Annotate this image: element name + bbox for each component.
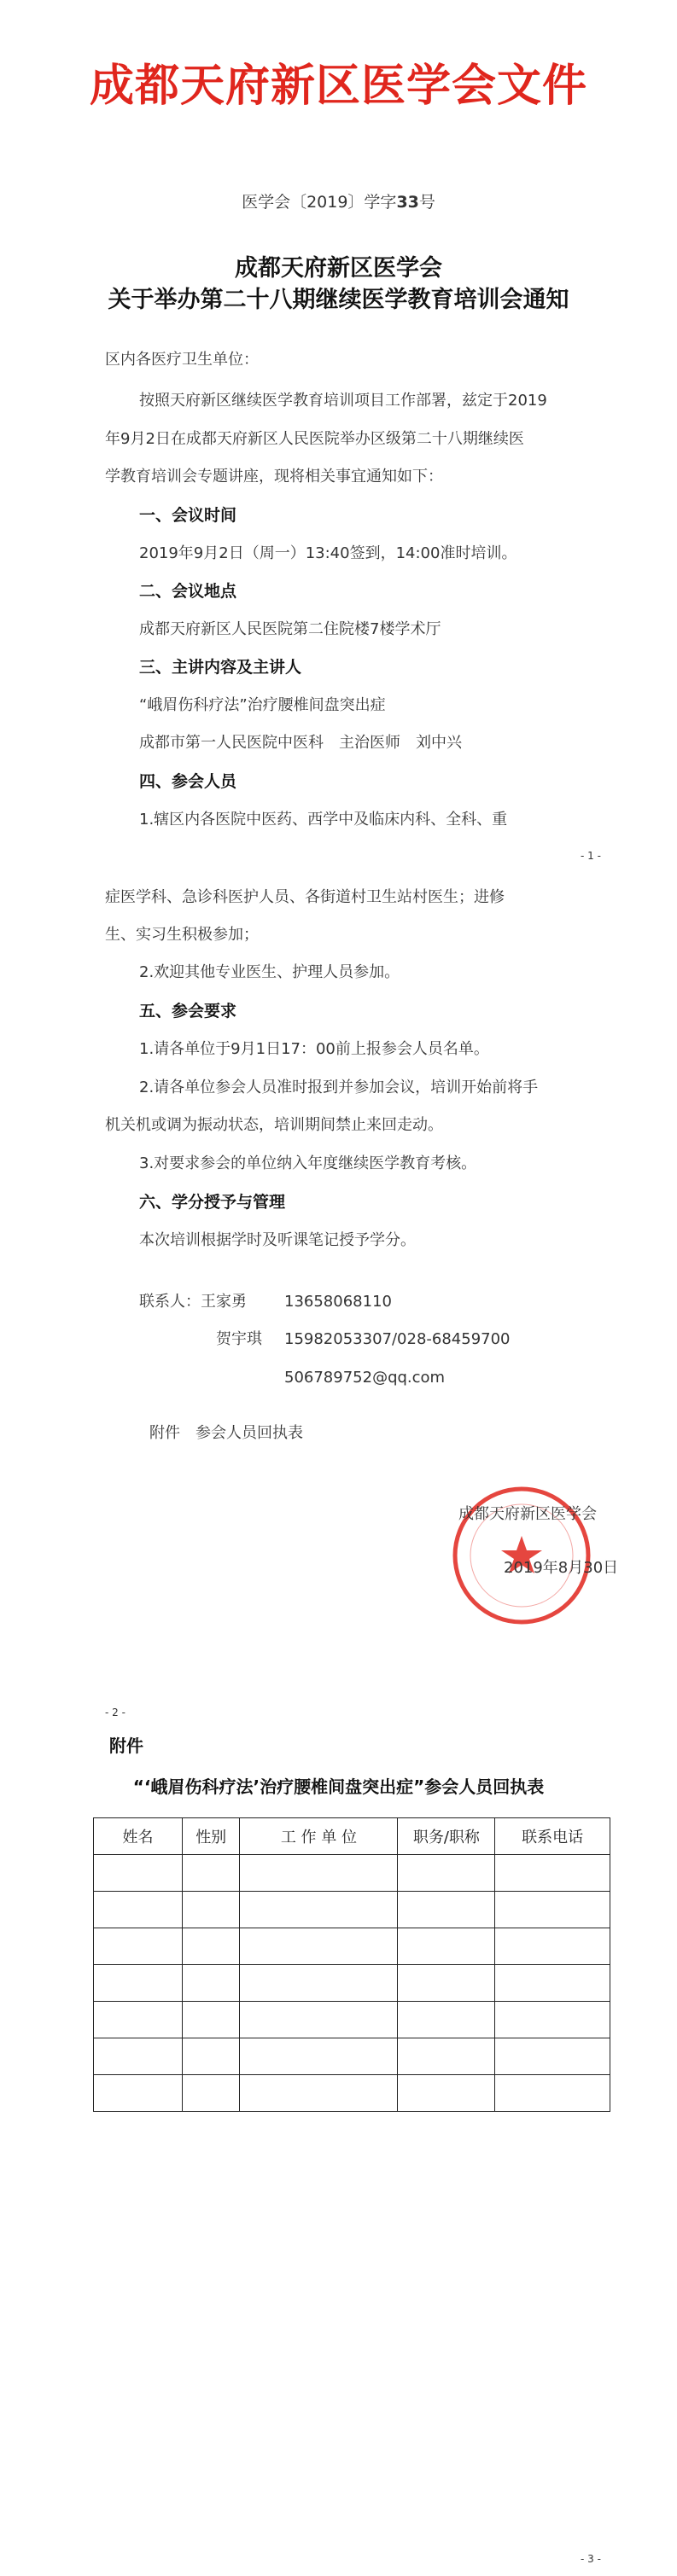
attachment-note: 附件 参会人员回执表 [149, 1424, 303, 1442]
attendees-item1-line1: 1.辖区内各医院中医药、西学中及临床内科、全科、重 [139, 811, 508, 829]
section-attendees-heading: 四、参会人员 [139, 772, 237, 791]
section-speaker-heading: 三、主讲内容及主讲人 [139, 658, 302, 677]
column-header-workplace: 工 作 单 位 [240, 1818, 398, 1855]
doc-number-prefix: 医学会〔2019〕学字 [242, 193, 397, 212]
contact-phone-2: 15982053307/028-68459700 [284, 1330, 511, 1348]
contact-phone-1: 13658068110 [284, 1293, 392, 1311]
page-number-2: - 2 - [105, 1707, 125, 1718]
table-cell[interactable] [495, 2002, 610, 2038]
contact-person-1: 王家勇 [201, 1293, 247, 1311]
requirements-item1: 1.请各单位于9月1日17：00前上报参会人员名单。 [139, 1040, 489, 1058]
table-row [94, 2002, 610, 2038]
table-row [94, 1928, 610, 1965]
table-cell[interactable] [240, 2038, 398, 2075]
table-cell[interactable] [398, 1928, 495, 1965]
signature-org: 成都天府新区医学会 [458, 1505, 597, 1523]
page-number-3: - 3 - [581, 2553, 601, 2565]
table-row [94, 2075, 610, 2112]
section-speaker-person: 成都市第一人民医院中医科 主治医师 刘中兴 [139, 734, 462, 752]
table-cell[interactable] [94, 1855, 183, 1892]
table-cell[interactable] [182, 2002, 239, 2038]
column-header-name: 姓名 [94, 1818, 183, 1855]
section-place-heading: 二、会议地点 [139, 582, 237, 601]
table-cell[interactable] [398, 1855, 495, 1892]
table-cell[interactable] [94, 2075, 183, 2112]
table-cell[interactable] [495, 1928, 610, 1965]
document-header-title: 成都天府新区医学会文件 [89, 60, 587, 112]
signature-date: 2019年8月30日 [504, 1559, 619, 1577]
requirements-item2-line2: 机关机或调为振动状态，培训期间禁止来回走动。 [105, 1116, 443, 1134]
table-cell[interactable] [240, 1928, 398, 1965]
section-place-text: 成都天府新区人民医院第二住院楼7楼学术厅 [139, 620, 441, 638]
notice-title-line2: 关于举办第二十八期继续医学教育培训会通知 [108, 287, 569, 313]
table-cell[interactable] [240, 1892, 398, 1928]
attachment-table-title: “‘峨眉伤科疗法’治疗腰椎间盘突出症”参会人员回执表 [132, 1776, 545, 1797]
table-cell[interactable] [182, 1892, 239, 1928]
contact-email[interactable]: 506789752@qq.com [284, 1369, 446, 1387]
intro-line-2: 年9月2日在成都天府新区人民医院举办区级第二十八期继续医 [105, 430, 524, 448]
table-cell[interactable] [94, 2002, 183, 2038]
table-cell[interactable] [398, 1892, 495, 1928]
table-cell[interactable] [398, 2002, 495, 2038]
intro-line-3: 学教育培训会专题讲座，现将相关事宜通知如下： [105, 468, 443, 486]
attachment-label: 附件 [109, 1736, 143, 1756]
document-number [0, 189, 677, 212]
contact-person-2: 贺宇琪 [216, 1330, 262, 1348]
table-cell[interactable] [94, 1928, 183, 1965]
table-cell[interactable] [94, 1892, 183, 1928]
table-cell[interactable] [495, 1965, 610, 2002]
table-row [94, 1855, 610, 1892]
section-time-heading: 一、会议时间 [139, 506, 237, 525]
section-time-text: 2019年9月2日（周一）13:40签到，14:00准时培训。 [139, 544, 517, 562]
table-cell[interactable] [495, 1855, 610, 1892]
table-cell[interactable] [182, 2075, 239, 2112]
section-speaker-topic: “峨眉伤科疗法”治疗腰椎间盘突出症 [139, 696, 386, 714]
table-cell[interactable] [495, 2038, 610, 2075]
section-credits-text: 本次培训根据学时及听课笔记授予学分。 [139, 1231, 416, 1249]
doc-number-suffix: 号 [418, 193, 435, 212]
table-cell[interactable] [240, 1855, 398, 1892]
table-cell[interactable] [495, 1892, 610, 1928]
attendees-item1-line2: 症医学科、急诊科医护人员、各街道村卫生站村医生；进修 [105, 888, 505, 906]
column-header-title: 职务/职称 [398, 1818, 495, 1855]
notice-title-line1: 成都天府新区医学会 [235, 255, 442, 282]
contact-label [139, 1292, 247, 1312]
table-cell[interactable] [398, 1965, 495, 2002]
table-cell[interactable] [240, 2002, 398, 2038]
attendee-roster-table [93, 1817, 610, 2112]
requirements-item3: 3.对要求参会的单位纳入年度继续医学教育考核。 [139, 1154, 477, 1172]
table-cell[interactable] [398, 2038, 495, 2075]
table-cell[interactable] [240, 2075, 398, 2112]
table-cell[interactable] [182, 2038, 239, 2075]
intro-line-1: 按照天府新区继续医学教育培训项目工作部署，兹定于2019 [139, 392, 547, 410]
table-row [94, 1965, 610, 2002]
table-cell[interactable] [182, 1928, 239, 1965]
table-cell[interactable] [94, 1965, 183, 2002]
table-row [94, 2038, 610, 2075]
addressee: 区内各医疗卫生单位： [105, 351, 259, 369]
column-header-gender: 性别 [182, 1818, 239, 1855]
section-credits-heading: 六、学分授予与管理 [139, 1193, 286, 1212]
table-row [94, 1892, 610, 1928]
attendees-item1-line3: 生、实习生积极参加； [105, 926, 259, 944]
attendees-item2: 2.欢迎其他专业医生、护理人员参加。 [139, 963, 400, 981]
contact-label-text: 联系人： [139, 1293, 201, 1311]
table-header-row [94, 1818, 610, 1855]
table-cell[interactable] [495, 2075, 610, 2112]
table-cell[interactable] [182, 1965, 239, 2002]
doc-number-num: 33 [396, 193, 419, 212]
requirements-item2-line1: 2.请各单位参会人员准时报到并参加会议，培训开始前将手 [139, 1079, 539, 1096]
section-requirements-heading: 五、参会要求 [139, 1002, 237, 1021]
page-number-1: - 1 - [581, 850, 601, 862]
table-cell[interactable] [94, 2038, 183, 2075]
column-header-phone: 联系电话 [495, 1818, 610, 1855]
table-cell[interactable] [182, 1855, 239, 1892]
table-cell[interactable] [240, 1965, 398, 2002]
table-cell[interactable] [398, 2075, 495, 2112]
